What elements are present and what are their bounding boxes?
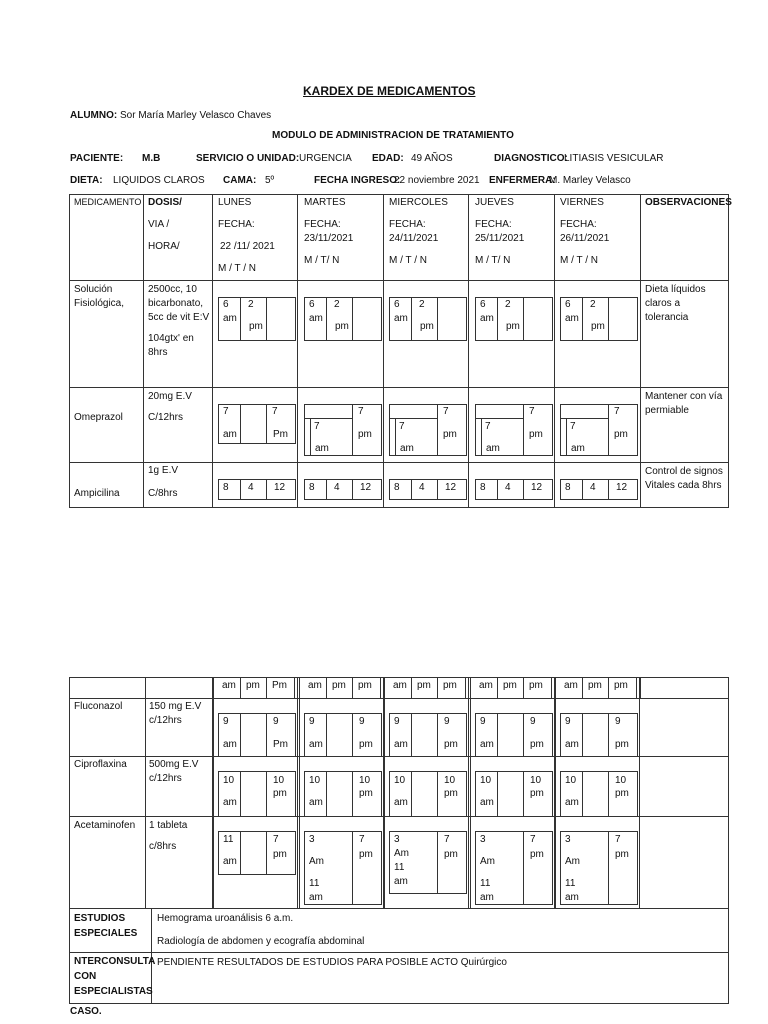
grid-divider bbox=[411, 479, 412, 500]
mtn-martes: M / T/ N bbox=[304, 255, 340, 266]
period-header: am bbox=[479, 680, 493, 691]
dose-hour: 12 bbox=[360, 482, 372, 493]
dose-hour: 8 bbox=[480, 482, 486, 493]
grid-divider bbox=[523, 297, 524, 341]
med-name: Fluconazol bbox=[74, 701, 123, 712]
dose-period: pm bbox=[420, 321, 434, 332]
period-header: pm bbox=[503, 680, 517, 691]
dose: c/12hrs bbox=[149, 715, 182, 726]
date-viernes: 26/11/2021 bbox=[560, 233, 610, 244]
grid-divider bbox=[240, 404, 241, 444]
interconsulta-label: NTERCONSULTA bbox=[74, 956, 156, 967]
header-medicamento: MEDICAMENTO bbox=[74, 197, 142, 207]
fecha-ingreso-value: 22 noviembre 2021 bbox=[394, 175, 480, 186]
fecha-label: FECHA: bbox=[218, 219, 255, 230]
grid-divider bbox=[523, 831, 524, 905]
grid-divider bbox=[582, 479, 583, 500]
dose-period: am bbox=[394, 876, 408, 887]
dose: 150 mg E.V bbox=[149, 701, 202, 712]
grid-divider bbox=[380, 677, 381, 699]
dose-hour: 9 bbox=[273, 716, 279, 727]
dose-period: pm bbox=[444, 788, 458, 799]
grid-divider bbox=[240, 713, 241, 757]
date-miercoles: 24/11/2021 bbox=[389, 233, 439, 244]
grid-divider bbox=[266, 297, 267, 341]
grid-divider bbox=[240, 771, 241, 817]
period-header: pm bbox=[614, 680, 628, 691]
grid-divider bbox=[389, 418, 437, 419]
grid-divider bbox=[582, 771, 583, 817]
grid-divider bbox=[497, 771, 498, 817]
dose-hour: 7 bbox=[570, 421, 576, 432]
grid-divider bbox=[240, 677, 241, 699]
dose-hour: 7 bbox=[273, 834, 279, 845]
header-observaciones: OBSERVACIONES bbox=[645, 197, 732, 208]
paciente-label: PACIENTE: bbox=[70, 153, 124, 164]
dose-period: pm bbox=[530, 849, 544, 860]
dose-hour: 6 bbox=[223, 299, 229, 310]
dose: 5cc de vit E:V bbox=[148, 312, 210, 323]
dose-hour: 6 bbox=[480, 299, 486, 310]
dose-hour: 7 bbox=[444, 834, 450, 845]
day-miercoles: MIERCOLES bbox=[389, 197, 448, 208]
grid-divider bbox=[352, 677, 353, 699]
grid-divider bbox=[437, 297, 438, 341]
period-header: pm bbox=[246, 680, 260, 691]
dose-hour: 10 bbox=[273, 775, 285, 786]
dose-hour: 4 bbox=[590, 482, 596, 493]
dose-period: am bbox=[309, 313, 323, 324]
dose-hour: 9 bbox=[565, 716, 571, 727]
dose-period: am bbox=[223, 429, 237, 440]
servicio-label: SERVICIO O UNIDAD: bbox=[196, 153, 300, 164]
dose-hour: 10 bbox=[565, 775, 577, 786]
grid-divider bbox=[582, 297, 583, 341]
observation: permiable bbox=[645, 405, 689, 416]
period-header: pm bbox=[588, 680, 602, 691]
grid-divider bbox=[481, 418, 482, 456]
fecha-label: FECHA: bbox=[475, 219, 512, 230]
dose: 1g E.V bbox=[148, 465, 179, 476]
grid-divider bbox=[411, 713, 412, 757]
date-martes: 23/11/2021 bbox=[304, 233, 354, 244]
dose-period: am bbox=[486, 443, 500, 454]
grid-divider bbox=[582, 713, 583, 757]
dose-hour: 6 bbox=[565, 299, 571, 310]
dose-period: am bbox=[394, 797, 408, 808]
dose-hour: 10 bbox=[444, 775, 456, 786]
grid-divider bbox=[437, 713, 438, 757]
dose: 20mg E.V bbox=[148, 391, 192, 402]
observation: Control de signos bbox=[645, 466, 723, 477]
dose: 1 tableta bbox=[149, 820, 188, 831]
grid-divider bbox=[437, 479, 438, 500]
dose-hour: 11 bbox=[394, 862, 405, 873]
dose-hour: 7 bbox=[485, 421, 491, 432]
period-header: pm bbox=[332, 680, 346, 691]
med-name: Ciproflaxina bbox=[74, 759, 127, 770]
grid-divider bbox=[608, 771, 609, 817]
dose-hour: 10 bbox=[480, 775, 492, 786]
mtn-lunes: M / T / N bbox=[218, 263, 256, 274]
alumno-value: Sor María Marley Velasco Chaves bbox=[120, 110, 272, 121]
dose-period: am bbox=[223, 739, 237, 750]
dose-hour: 2 bbox=[248, 299, 254, 310]
grid-divider bbox=[266, 771, 267, 817]
dose-period: am bbox=[315, 443, 329, 454]
grid-divider bbox=[352, 771, 353, 817]
dose: 104gtx' en bbox=[148, 333, 194, 344]
grid-divider bbox=[582, 677, 583, 699]
dose-hour: 3 bbox=[565, 834, 571, 845]
interconsulta-label: ESPECIALISTAS bbox=[74, 986, 153, 997]
grid-divider bbox=[411, 297, 412, 341]
dose-hour: 9 bbox=[394, 716, 400, 727]
dose-period: pm bbox=[444, 849, 458, 860]
grid-divider bbox=[437, 831, 438, 894]
dose-hour: 9 bbox=[309, 716, 315, 727]
grid-divider bbox=[326, 771, 327, 817]
alumno-label: ALUMNO: bbox=[70, 110, 118, 121]
grid-divider bbox=[240, 831, 241, 875]
dose-period: am bbox=[565, 797, 579, 808]
dose-period: pm bbox=[615, 849, 629, 860]
dose-period: pm bbox=[443, 429, 457, 440]
observation: Mantener con vía bbox=[645, 391, 723, 402]
fecha-label: FECHA: bbox=[560, 219, 597, 230]
grid-divider bbox=[566, 418, 567, 456]
grid-divider bbox=[475, 418, 523, 419]
med-name: Omeprazol bbox=[74, 412, 123, 423]
day-viernes: VIERNES bbox=[560, 197, 604, 208]
day-martes: MARTES bbox=[304, 197, 346, 208]
dose: C/12hrs bbox=[148, 412, 184, 423]
dose-period: pm bbox=[359, 739, 373, 750]
caso-label: CASO. bbox=[70, 1006, 102, 1017]
dose-period: am bbox=[480, 313, 494, 324]
dose-hour: 12 bbox=[274, 482, 286, 493]
dose-hour: 2 bbox=[334, 299, 340, 310]
dose-hour: 7 bbox=[314, 421, 320, 432]
grid-divider bbox=[411, 771, 412, 817]
day-jueves: JUEVES bbox=[475, 197, 514, 208]
grid-divider bbox=[266, 677, 267, 699]
page-title: KARDEX DE MEDICAMENTOS bbox=[303, 84, 476, 98]
date-jueves: 25/11/2021 bbox=[475, 233, 525, 244]
grid-divider bbox=[352, 713, 353, 757]
day-lunes: LUNES bbox=[218, 197, 252, 208]
dose-period: am bbox=[394, 313, 408, 324]
edad-value: 49 AÑOS bbox=[411, 153, 453, 164]
grid-divider bbox=[326, 479, 327, 500]
mtn-jueves: M / T/ N bbox=[475, 255, 511, 266]
header-hora: HORA/ bbox=[148, 241, 180, 252]
grid-divider bbox=[352, 404, 353, 456]
grid-divider bbox=[240, 297, 241, 341]
dose-hour: 8 bbox=[565, 482, 571, 493]
grid-divider bbox=[304, 418, 352, 419]
period-header: am bbox=[222, 680, 236, 691]
enfermera-value: M. Marley Velasco bbox=[549, 175, 631, 186]
dose-hour: 3 bbox=[309, 834, 315, 845]
dose-period: am bbox=[565, 739, 579, 750]
dose-hour: 11 bbox=[223, 834, 234, 845]
grid-divider bbox=[437, 771, 438, 817]
dose-hour: 7 bbox=[223, 406, 229, 417]
dose-period: am bbox=[480, 739, 494, 750]
dose-period: am bbox=[223, 797, 237, 808]
dose-hour: 9 bbox=[223, 716, 229, 727]
dieta-label: DIETA: bbox=[70, 175, 103, 186]
cama-label: CAMA: bbox=[223, 175, 257, 186]
grid-divider bbox=[523, 479, 524, 500]
dose-hour: 7 bbox=[399, 421, 405, 432]
dose-hour: 2 bbox=[590, 299, 596, 310]
dose: bicarbonato, bbox=[148, 298, 204, 309]
dose-hour: 7 bbox=[358, 406, 364, 417]
dose-hour: 3 bbox=[480, 834, 486, 845]
med-name: Ampicilina bbox=[74, 488, 120, 499]
dose: 2500cc, 10 bbox=[148, 284, 197, 295]
dose-period: am bbox=[480, 892, 494, 903]
grid-divider bbox=[608, 297, 609, 341]
enfermera-label: ENFERMERA: bbox=[489, 175, 556, 186]
grid-divider bbox=[523, 404, 524, 456]
dose-period: pm bbox=[615, 788, 629, 799]
dose-hour: 11 bbox=[565, 878, 576, 889]
period-header: am bbox=[393, 680, 407, 691]
dose-hour: 9 bbox=[530, 716, 536, 727]
period-header: pm bbox=[358, 680, 372, 691]
dose-period: am bbox=[394, 739, 408, 750]
dose-period: am bbox=[309, 739, 323, 750]
dose-hour: 9 bbox=[615, 716, 621, 727]
dose-period: pm bbox=[530, 788, 544, 799]
estudios-label: ESTUDIOS bbox=[74, 913, 126, 924]
paciente-value: M.B bbox=[142, 153, 161, 164]
edad-label: EDAD: bbox=[372, 153, 404, 164]
med-name: Acetaminofen bbox=[74, 820, 136, 831]
date-lunes: 22 /11/ 2021 bbox=[220, 241, 275, 252]
grid-divider bbox=[395, 418, 396, 456]
dose-hour: 11 bbox=[309, 878, 320, 889]
grid-divider bbox=[326, 677, 327, 699]
grid-divider bbox=[352, 297, 353, 341]
grid-divider bbox=[636, 677, 637, 699]
grid-divider bbox=[497, 479, 498, 500]
dose-period: Am bbox=[480, 856, 495, 867]
grid-divider bbox=[266, 479, 267, 500]
dose-hour: 4 bbox=[419, 482, 425, 493]
dose-hour: 7 bbox=[272, 406, 278, 417]
period-header: pm bbox=[417, 680, 431, 691]
grid-divider bbox=[497, 297, 498, 341]
dose-period: pm bbox=[358, 429, 372, 440]
grid-divider bbox=[608, 677, 609, 699]
grid-divider bbox=[352, 479, 353, 500]
grid-divider bbox=[437, 404, 438, 456]
interconsulta-value: PENDIENTE RESULTADOS DE ESTUDIOS PARA POSIBLE ACTO Quirúrgico bbox=[157, 957, 507, 968]
grid-divider bbox=[560, 418, 608, 419]
grid-divider bbox=[608, 831, 609, 905]
grid-divider bbox=[523, 677, 524, 699]
grid-divider bbox=[326, 713, 327, 757]
grid-divider bbox=[310, 418, 311, 456]
dose-hour: 12 bbox=[531, 482, 543, 493]
period-header: pm bbox=[443, 680, 457, 691]
grid-divider bbox=[352, 831, 353, 905]
observation: tolerancia bbox=[645, 312, 689, 323]
dose-period: pm bbox=[273, 788, 287, 799]
grid-divider bbox=[523, 713, 524, 757]
grid-divider bbox=[523, 771, 524, 817]
grid-divider bbox=[465, 677, 466, 699]
dose-period: Am bbox=[309, 856, 324, 867]
header-via: VIA / bbox=[148, 219, 170, 230]
period-header: am bbox=[308, 680, 322, 691]
dose-period: pm bbox=[615, 739, 629, 750]
grid-divider bbox=[266, 713, 267, 757]
dose-hour: 10 bbox=[530, 775, 542, 786]
dose-hour: 4 bbox=[505, 482, 511, 493]
period-header: am bbox=[564, 680, 578, 691]
servicio-value: URGENCIA bbox=[299, 153, 352, 164]
fecha-label: FECHA: bbox=[304, 219, 341, 230]
dose-hour: 4 bbox=[248, 482, 254, 493]
dose-period: pm bbox=[359, 788, 373, 799]
cama-value: 5º bbox=[265, 175, 275, 186]
dieta-value: LIQUIDOS CLAROS bbox=[113, 175, 205, 186]
dose-hour: 9 bbox=[480, 716, 486, 727]
fecha-ingreso-label: FECHA INGRESO: bbox=[314, 175, 401, 186]
observation: claros a bbox=[645, 298, 681, 309]
estudio-item: Hemograma uroanálisis 6 a.m. bbox=[157, 913, 294, 924]
grid-divider bbox=[497, 713, 498, 757]
dose-period: pm bbox=[249, 321, 263, 332]
dose-period: pm bbox=[529, 429, 543, 440]
dose-hour: 2 bbox=[419, 299, 425, 310]
grid-divider bbox=[326, 297, 327, 341]
grid-divider bbox=[266, 404, 267, 444]
dose-hour: 2 bbox=[505, 299, 511, 310]
dose-period: pm bbox=[359, 849, 373, 860]
dose-hour: 7 bbox=[359, 834, 365, 845]
dose-hour: 12 bbox=[616, 482, 628, 493]
header-dosis: DOSIS/ bbox=[148, 197, 182, 208]
grid-divider bbox=[608, 479, 609, 500]
grid-divider bbox=[240, 479, 241, 500]
dose-period: pm bbox=[530, 739, 544, 750]
dose-period: pm bbox=[614, 429, 628, 440]
observation: Vitales cada 8hrs bbox=[645, 480, 722, 491]
dose-period: Pm bbox=[273, 429, 288, 440]
dose-hour: 12 bbox=[445, 482, 457, 493]
dose: c/12hrs bbox=[149, 773, 182, 784]
dose-period: pm bbox=[506, 321, 520, 332]
interconsulta-label: CON bbox=[74, 971, 97, 982]
dose-hour: 11 bbox=[480, 878, 491, 889]
estudio-item: Radiología de abdomen y ecografía abdominal bbox=[157, 936, 365, 947]
dose-hour: 7 bbox=[443, 406, 449, 417]
dose: C/8hrs bbox=[148, 488, 178, 499]
dose-hour: 8 bbox=[309, 482, 315, 493]
period-header: Pm bbox=[272, 680, 287, 691]
dose-hour: 7 bbox=[614, 406, 620, 417]
mtn-miercoles: M / T / N bbox=[389, 255, 427, 266]
dose-period: am bbox=[400, 443, 414, 454]
dose-hour: 10 bbox=[309, 775, 321, 786]
dose: c/8hrs bbox=[149, 841, 177, 852]
dose-hour: 3 bbox=[394, 834, 400, 845]
dose-hour: 6 bbox=[309, 299, 315, 310]
dose-period: am bbox=[571, 443, 585, 454]
module-title: MODULO DE ADMINISTRACION DE TRATAMIENTO bbox=[272, 130, 514, 141]
grid-divider bbox=[411, 677, 412, 699]
dose-period: am bbox=[309, 797, 323, 808]
dose-hour: 7 bbox=[530, 834, 536, 845]
grid-divider bbox=[551, 677, 552, 699]
dose-period: pm bbox=[444, 739, 458, 750]
dose-hour: 10 bbox=[359, 775, 371, 786]
observation: Dieta líquidos bbox=[645, 284, 706, 295]
dose-hour: 8 bbox=[394, 482, 400, 493]
grid-divider bbox=[497, 677, 498, 699]
dose-hour: 10 bbox=[615, 775, 627, 786]
dose-period: am bbox=[309, 892, 323, 903]
dose-period: am bbox=[565, 313, 579, 324]
dose-period: am bbox=[480, 797, 494, 808]
estudios-label: ESPECIALES bbox=[74, 928, 138, 939]
grid-divider bbox=[266, 831, 267, 875]
dose-period: am bbox=[223, 856, 237, 867]
dose-hour: 4 bbox=[334, 482, 340, 493]
dose-period: pm bbox=[591, 321, 605, 332]
dose-hour: 8 bbox=[223, 482, 229, 493]
dose-hour: 7 bbox=[529, 406, 535, 417]
fecha-label: FECHA: bbox=[389, 219, 426, 230]
dose-hour: 9 bbox=[359, 716, 365, 727]
dose: 8hrs bbox=[148, 347, 168, 358]
med-name: Fisiológica, bbox=[74, 298, 125, 309]
mtn-viernes: M / T / N bbox=[560, 255, 598, 266]
dose-period: Am bbox=[565, 856, 580, 867]
dose-hour: 6 bbox=[394, 299, 400, 310]
grid-divider bbox=[608, 713, 609, 757]
grid-divider bbox=[294, 677, 295, 699]
dose-hour: 7 bbox=[615, 834, 621, 845]
dose-period: Pm bbox=[273, 739, 288, 750]
period-header: pm bbox=[529, 680, 543, 691]
diagnostico-value: LITIASIS VESICULAR bbox=[564, 153, 664, 164]
med-name: Solución bbox=[74, 284, 113, 295]
dose-period: pm bbox=[335, 321, 349, 332]
diagnostico-label: DIAGNOSTICO: bbox=[494, 153, 568, 164]
dose-hour: 10 bbox=[394, 775, 406, 786]
dose: 500mg E.V bbox=[149, 759, 199, 770]
dose-hour: 9 bbox=[444, 716, 450, 727]
grid-divider bbox=[437, 677, 438, 699]
grid-divider bbox=[608, 404, 609, 456]
dose-period: am bbox=[565, 892, 579, 903]
dose-hour: 10 bbox=[223, 775, 235, 786]
dose-period: am bbox=[223, 313, 237, 324]
dose-period: pm bbox=[273, 849, 287, 860]
dose-period: Am bbox=[394, 848, 409, 859]
